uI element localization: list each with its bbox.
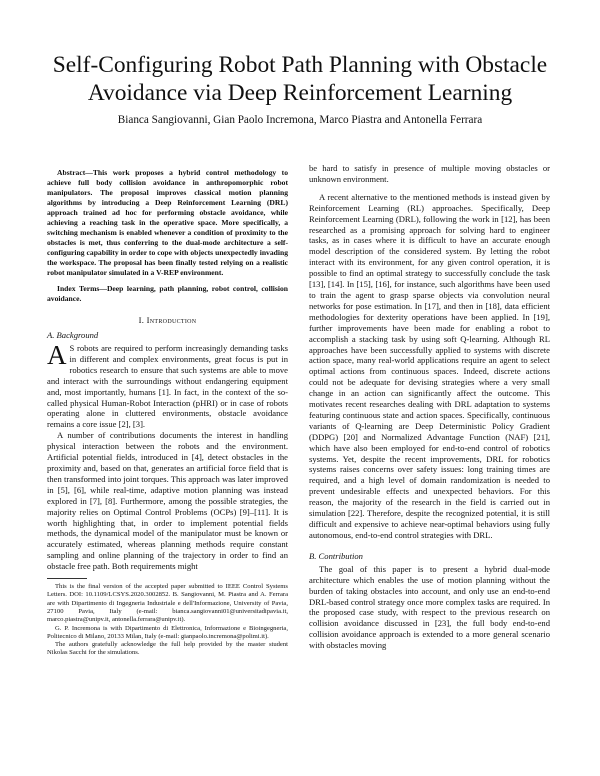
- footnote-rule: [47, 578, 87, 579]
- paragraph-rl-approaches: A recent alternative to the mentioned methods is instead given by Reinforcement Learning (RL) approaches. Specifically, Deep Reinforcement Learning (DRL), following the work in [12], has been researched as a promising approach for solving hard to engineer tasks, as in cases where it is difficult to have an accurate enough model description of the considered system. By letting the robot interact with its environment, for any given control operation, it is possible to find an optimal strategy to successfully conclude the task [13], [14]. In [15], [16], for instance, such algorithms have been used to train the agent to grasp sparse objects via convolution neural networks for pose estimation. In [17], and then in [18], data efficient methodologies for dexterity operations have been applied. In [19], further improvements have been made for enabling a robot to accomplish a stacking task by using soft Q-learning. Although RL approaches have been successfully applied to systems with discrete action space, many real-world applications require an agent to select optimal actions from continuous spaces. Indeed, discrete actions could not be adequate for devising strategies where a very small change in an action can significantly affect the outcome. This motivates recent researches dealing with DRL adaptation to systems featuring continuous state and action spaces. Specifically, continuous variants of Q-learning are Deep Deterministic Policy Gradient (DDPG) [20] and Normalized Advantage Function (NAF) [21], which have also been employed for end-to-end control of robotics systems. Yet, despite the recent improvements, DRL for robotics systems raises concerns over safety issues: long training times are required, and a high level of domain randomization is needed to prevent undesirable effects and unexpected behaviors. For this reason, the majority of the research in the field is carried out in simulation [22]. Therefore, despite the recognized potential, it is still difficult and expensive to achieve near-optimal behaviors using fully autonomous, end-to-end control strategies with DRL.: [309, 191, 550, 540]
- footnote-2: G. P. Incremona is with Dipartimento di Elettronica, Informazione e Bioingegneria, Politecnico di Milano, 20133 Milan, Italy (e-mail: gianpaolo.incremona@polimi.it).: [47, 624, 288, 640]
- author-list: Bianca Sangiovanni, Gian Paolo Incremona, Marco Piastra and Antonella Ferrara: [117, 114, 483, 126]
- abstract: Abstract—This work proposes a hybrid control methodology to achieve full body collision avoidance in anthropomorphic robot manipulators. The proposal improves classical motion planning algorithms by introducing a Deep Reinforcement Learning (DRL) approach trained ad hoc for performing obstacle avoidance, while achieving a reaching task in the operative space. More specifically, a switching mechanism is enabled whenever a condition of proximity to the obstacles is met, thus conferring to the dual-mode architecture a self-configuring capability in order to cope with objects unexpectedly invading the workspace. The proposal has been finally tested relying on a realistic robot manipulator simulated in a V-REP environment.: [47, 168, 288, 277]
- paragraph-background-2: A number of contributions documents the interest in handling physical interaction between the robots and the environment. Artificial potential fields, introduced in [4], detect obstacles in the proximity and, based on that, generates an artificial force field that is then transformed into joint torques. This approach was later improved in [5], [6], while real-time, adaptive motion planning was instead explored in [7], [8]. Furthermore, among the possible strategies, the majority relies on Optimal Control Problems (OCPs) [9]–[11]. It is worth highlighting that, in order to implement potential fields methods, the dynamical model of the manipulator must be known or accurately estimated, whereas planning methods require constant sampling and online planning of the trajectory in order to find an obstacle free path. Both requirements might: [47, 430, 288, 572]
- section-heading-introduction: I. Introduction: [138, 315, 197, 325]
- paragraph-continued: be hard to satisfy in presence of multiple moving obstacles or unknown environment.: [309, 163, 550, 184]
- subsection-heading-contribution: B. Contribution: [309, 550, 363, 561]
- paragraph-background-1: [47, 340, 288, 430]
- paragraph-background-1-text: S robots are required to perform increasingly demanding tasks in different and complex environments, great focus is put in robotics research to ensure that such systems are able to move and interact with the surroundings without endangering equipment and, most importantly, humans [1]. In fact, in the context of the so-called physical Human-Robot Interaction (pHRI) or in case of robots operating alone in cluttered environments, obstacle avoidance remains a core issue [2], [3].: [47, 343, 288, 430]
- paper-title: Self-Configuring Robot Path Planning with Obstacle Avoidance via Deep Reinforcement Learning: [52, 52, 548, 106]
- footnote-3: The authors gratefully acknowledge the full help provided by the master student Nikolas Sacchi for the simulations.: [47, 641, 288, 657]
- footnote-1: This is the final version of the accepted paper submitted to IEEE Control Systems Letters. DOI: 10.1109/LCSYS.2020.3002852. B. Sangiovanni, M. Piastra and A. Ferrara are with Dipartimento di Ingegneria Industriale e dell'Informazione, University of Pavia, 27100 Pavia, Italy (e-mail: bianca.sangiovanni01@universitadipavia.it, marco.piastra@unipv.it, antonella.ferrara@unipv.it).: [47, 583, 288, 624]
- index-terms: Index Terms—Deep learning, path planning, robot control, collision avoidance.: [47, 284, 288, 303]
- paragraph-contribution-1: The goal of this paper is to present a hybrid dual-mode architecture which enables the use of motion planning without the burden of taking obstacles into account, and only use an end-to-end DRL-based control strategy once more complex tasks are required. In the proposed case study, with respect to the previous research on collision avoidance discussed in [23], the full body end-to-end collision avoidance approach is extended to a more general scenario with obstacles moving: [309, 563, 550, 651]
- drop-cap: A: [47, 340, 67, 370]
- right-column: [309, 163, 550, 651]
- subsection-heading-background: A. Background: [47, 330, 99, 340]
- left-column: [47, 168, 288, 658]
